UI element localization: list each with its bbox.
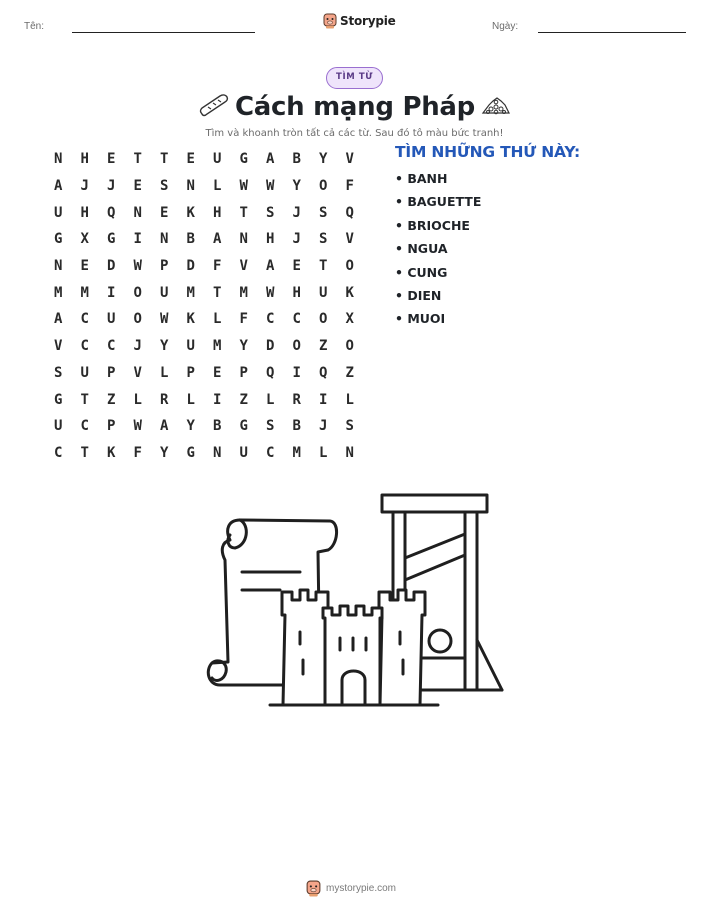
- grid-letter[interactable]: W: [160, 311, 169, 328]
- footer-site[interactable]: mystorypie.com: [326, 883, 397, 894]
- grid-letter[interactable]: W: [239, 178, 248, 195]
- grid-letter[interactable]: D: [107, 258, 116, 275]
- grid-row: [45, 333, 363, 360]
- grid-letter[interactable]: H: [292, 284, 301, 301]
- grid-letter[interactable]: C: [80, 311, 89, 328]
- grid-letter[interactable]: P: [107, 364, 116, 381]
- grid-letter[interactable]: B: [292, 151, 301, 168]
- grid-letter[interactable]: Q: [319, 364, 328, 381]
- word-list-item: • BAGUETTE: [395, 194, 482, 210]
- grid-letter[interactable]: Z: [345, 364, 354, 381]
- grid-letter[interactable]: V: [345, 151, 354, 168]
- grid-letter[interactable]: G: [54, 231, 63, 248]
- grid-letter[interactable]: T: [319, 258, 328, 275]
- grid-letter[interactable]: Z: [319, 338, 328, 355]
- grid-letter[interactable]: L: [266, 391, 275, 408]
- grid-letter[interactable]: I: [133, 231, 142, 248]
- grid-letter[interactable]: U: [80, 364, 89, 381]
- grid-letter[interactable]: U: [186, 338, 195, 355]
- grid-letter[interactable]: U: [54, 418, 63, 435]
- grid-letter[interactable]: O: [319, 311, 328, 328]
- word-list-item: • MUOI: [395, 311, 446, 327]
- grid-row: [45, 306, 363, 333]
- grid-letter[interactable]: O: [345, 338, 354, 355]
- grid-letter[interactable]: T: [213, 284, 222, 301]
- word-list-item: • DIEN: [395, 287, 442, 303]
- grid-letter[interactable]: X: [345, 311, 354, 328]
- grid-letter[interactable]: Y: [186, 418, 195, 435]
- grid-letter[interactable]: D: [266, 338, 275, 355]
- grid-letter[interactable]: U: [54, 204, 63, 221]
- grid-letter[interactable]: S: [266, 418, 275, 435]
- grid-letter[interactable]: T: [239, 204, 248, 221]
- grid-letter[interactable]: A: [54, 311, 63, 328]
- grid-letter[interactable]: X: [80, 231, 89, 248]
- grid-letter[interactable]: Y: [239, 338, 248, 355]
- grid-letter[interactable]: Y: [292, 178, 301, 195]
- grid-letter[interactable]: S: [266, 204, 275, 221]
- grid-letter[interactable]: G: [239, 418, 248, 435]
- brand-name: Storypie: [340, 14, 396, 28]
- pig-logo-icon: [323, 13, 337, 29]
- grid-letter[interactable]: S: [54, 364, 63, 381]
- grid-letter[interactable]: R: [160, 391, 169, 408]
- grid-letter[interactable]: I: [213, 391, 222, 408]
- grid-letter[interactable]: N: [160, 231, 169, 248]
- grid-letter[interactable]: M: [54, 284, 63, 301]
- grid-letter[interactable]: E: [186, 151, 195, 168]
- grid-letter[interactable]: K: [186, 204, 195, 221]
- scroll-castle-guillotine-illustration: [200, 490, 510, 715]
- grid-letter[interactable]: J: [133, 338, 142, 355]
- grid-letter[interactable]: P: [107, 418, 116, 435]
- grid-letter[interactable]: F: [239, 311, 248, 328]
- grid-letter[interactable]: N: [345, 444, 354, 461]
- grid-letter[interactable]: A: [266, 258, 275, 275]
- grid-letter[interactable]: A: [160, 418, 169, 435]
- grid-letter[interactable]: U: [319, 284, 328, 301]
- grid-letter[interactable]: F: [213, 258, 222, 275]
- grid-letter[interactable]: P: [186, 364, 195, 381]
- grid-letter[interactable]: W: [133, 418, 142, 435]
- grid-letter[interactable]: J: [80, 178, 89, 195]
- grid-letter[interactable]: Y: [319, 151, 328, 168]
- grid-row: [45, 199, 363, 226]
- grid-letter[interactable]: H: [266, 231, 275, 248]
- salt-pile-icon: [481, 95, 511, 117]
- pig-logo-icon: [306, 880, 321, 897]
- grid-letter[interactable]: W: [266, 284, 275, 301]
- grid-letter[interactable]: B: [292, 418, 301, 435]
- grid-letter[interactable]: C: [107, 338, 116, 355]
- grid-letter[interactable]: C: [266, 444, 275, 461]
- grid-letter[interactable]: A: [213, 231, 222, 248]
- grid-letter[interactable]: M: [213, 338, 222, 355]
- grid-letter[interactable]: D: [186, 258, 195, 275]
- grid-letter[interactable]: V: [133, 364, 142, 381]
- grid-row: [45, 226, 363, 253]
- grid-letter[interactable]: P: [160, 258, 169, 275]
- grid-letter[interactable]: L: [186, 391, 195, 408]
- grid-letter[interactable]: Z: [107, 391, 116, 408]
- grid-letter[interactable]: C: [54, 444, 63, 461]
- grid-letter[interactable]: I: [107, 284, 116, 301]
- grid-letter[interactable]: N: [213, 444, 222, 461]
- grid-letter[interactable]: C: [80, 418, 89, 435]
- grid-letter[interactable]: W: [133, 258, 142, 275]
- word-list: [395, 143, 580, 331]
- grid-letter[interactable]: H: [213, 204, 222, 221]
- grid-letter[interactable]: V: [239, 258, 248, 275]
- grid-letter[interactable]: T: [80, 391, 89, 408]
- grid-letter[interactable]: M: [239, 284, 248, 301]
- grid-row: [45, 386, 363, 413]
- grid-letter[interactable]: E: [160, 204, 169, 221]
- date-label: Ngày:: [492, 21, 519, 32]
- grid-letter[interactable]: Z: [239, 391, 248, 408]
- grid-letter[interactable]: L: [213, 311, 222, 328]
- grid-letter[interactable]: K: [107, 444, 116, 461]
- grid-letter[interactable]: T: [133, 151, 142, 168]
- grid-letter[interactable]: Q: [266, 364, 275, 381]
- grid-letter[interactable]: E: [133, 178, 142, 195]
- grid-letter[interactable]: S: [319, 204, 328, 221]
- grid-letter[interactable]: J: [107, 178, 116, 195]
- word-list-title: TÌM NHỮNG THỨ NÀY:: [395, 143, 580, 161]
- word-search-grid[interactable]: [45, 146, 363, 466]
- grid-letter[interactable]: H: [80, 151, 89, 168]
- grid-letter[interactable]: G: [239, 151, 248, 168]
- grid-letter[interactable]: C: [266, 311, 275, 328]
- grid-letter[interactable]: L: [133, 391, 142, 408]
- grid-letter[interactable]: J: [292, 204, 301, 221]
- grid-letter[interactable]: U: [239, 444, 248, 461]
- grid-letter[interactable]: V: [345, 231, 354, 248]
- grid-letter[interactable]: O: [345, 258, 354, 275]
- grid-letter[interactable]: Q: [345, 204, 354, 221]
- grid-letter[interactable]: N: [186, 178, 195, 195]
- grid-letter[interactable]: U: [160, 284, 169, 301]
- grid-letter[interactable]: H: [80, 204, 89, 221]
- word-list-item: • CUNG: [395, 264, 448, 280]
- grid-letter[interactable]: S: [160, 178, 169, 195]
- grid-letter[interactable]: J: [319, 418, 328, 435]
- grid-letter[interactable]: W: [266, 178, 275, 195]
- date-line[interactable]: [538, 32, 686, 33]
- name-label: Tên:: [24, 21, 45, 32]
- grid-letter[interactable]: N: [54, 258, 63, 275]
- grid-letter[interactable]: O: [292, 338, 301, 355]
- grid-row: [45, 440, 363, 467]
- name-line[interactable]: [72, 32, 255, 33]
- grid-letter[interactable]: O: [133, 311, 142, 328]
- grid-letter[interactable]: I: [319, 391, 328, 408]
- grid-letter[interactable]: C: [292, 311, 301, 328]
- grid-letter[interactable]: T: [160, 151, 169, 168]
- grid-letter[interactable]: L: [345, 391, 354, 408]
- grid-letter[interactable]: Y: [160, 444, 169, 461]
- grid-row: [45, 253, 363, 280]
- word-list-item: • BANH: [395, 171, 448, 186]
- grid-letter[interactable]: M: [186, 284, 195, 301]
- grid-letter[interactable]: T: [80, 444, 89, 461]
- grid-letter[interactable]: O: [133, 284, 142, 301]
- instructions: Tìm và khoanh tròn tất cả các từ. Sau đó tô màu bức tranh!: [205, 128, 504, 139]
- grid-letter[interactable]: G: [186, 444, 195, 461]
- grid-letter[interactable]: A: [266, 151, 275, 168]
- grid-letter[interactable]: Q: [107, 204, 116, 221]
- grid-letter[interactable]: U: [213, 151, 222, 168]
- grid-letter[interactable]: A: [54, 178, 63, 195]
- activity-badge: TÌM TỪ: [326, 67, 383, 89]
- grid-letter[interactable]: L: [213, 178, 222, 195]
- grid-letter[interactable]: V: [54, 338, 63, 355]
- grid-letter[interactable]: G: [107, 231, 116, 248]
- grid-letter[interactable]: E: [292, 258, 301, 275]
- grid-letter[interactable]: Y: [160, 338, 169, 355]
- grid-letter[interactable]: F: [345, 178, 354, 195]
- grid-row: [45, 360, 363, 387]
- grid-letter[interactable]: C: [80, 338, 89, 355]
- grid-row: [45, 146, 363, 173]
- footer: [306, 880, 396, 897]
- grid-letter[interactable]: R: [292, 391, 301, 408]
- grid-letter[interactable]: E: [80, 258, 89, 275]
- grid-letter[interactable]: E: [213, 364, 222, 381]
- grid-letter[interactable]: K: [345, 284, 354, 301]
- grid-letter[interactable]: B: [213, 418, 222, 435]
- word-list-item: • BRIOCHE: [395, 217, 470, 233]
- word-list-item: • NGUA: [395, 241, 448, 257]
- grid-letter[interactable]: M: [80, 284, 89, 301]
- grid-letter[interactable]: I: [292, 364, 301, 381]
- grid-letter[interactable]: N: [239, 231, 248, 248]
- grid-row: [45, 279, 363, 306]
- grid-letter[interactable]: P: [239, 364, 248, 381]
- grid-row: [45, 413, 363, 440]
- grid-row: [45, 173, 363, 200]
- grid-letter[interactable]: B: [186, 231, 195, 248]
- grid-letter[interactable]: U: [107, 311, 116, 328]
- grid-letter[interactable]: J: [292, 231, 301, 248]
- page-title: Cách mạng Pháp: [235, 92, 475, 122]
- grid-letter[interactable]: N: [133, 204, 142, 221]
- brand-logo: [323, 13, 396, 29]
- grid-letter[interactable]: L: [319, 444, 328, 461]
- grid-letter[interactable]: O: [319, 178, 328, 195]
- grid-letter[interactable]: E: [107, 151, 116, 168]
- grid-letter[interactable]: G: [54, 391, 63, 408]
- grid-letter[interactable]: S: [345, 418, 354, 435]
- grid-letter[interactable]: K: [186, 311, 195, 328]
- grid-letter[interactable]: M: [292, 444, 301, 461]
- grid-letter[interactable]: L: [160, 364, 169, 381]
- grid-letter[interactable]: F: [133, 444, 142, 461]
- grid-letter[interactable]: N: [54, 151, 63, 168]
- grid-letter[interactable]: S: [319, 231, 328, 248]
